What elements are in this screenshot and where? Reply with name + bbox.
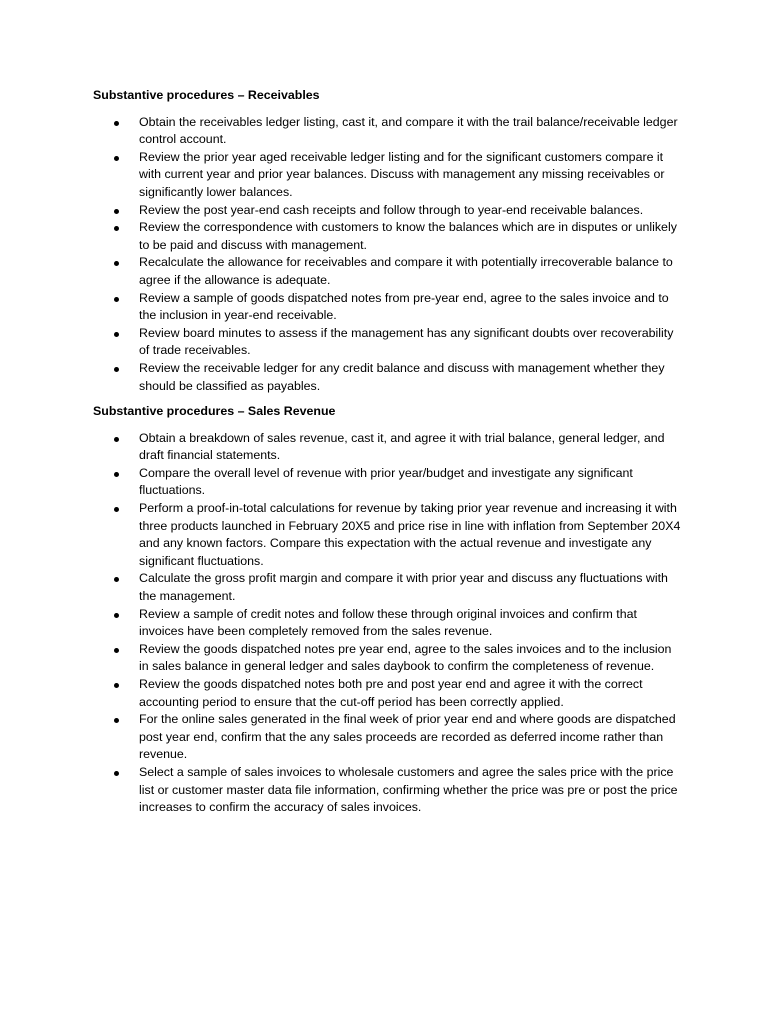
bullet-icon: [114, 367, 119, 372]
bullet-icon: [114, 437, 119, 442]
section-title-sales-revenue: Substantive procedures – Sales Revenue: [93, 404, 336, 419]
bullet-icon: [114, 121, 119, 126]
bullet-list-receivables: [93, 114, 683, 396]
list-item-text: Review the goods dispatched notes pre year end, agree to the sales invoices and to the inclusion in sales balance in general ledger and sales daybook to confirm the completeness of revenue.: [139, 641, 672, 674]
bullet-icon: [114, 507, 119, 512]
list-item-text: Select a sample of sales invoices to wholesale customers and agree the sales price with the price list or customer master data file information, confirming whether the price was pre or post the price increases to confirm the accuracy of sales invoices.: [139, 764, 678, 815]
list-item: [93, 325, 683, 360]
bullet-list-sales-revenue: [93, 430, 683, 817]
list-item: [93, 430, 683, 465]
list-item: [93, 570, 683, 605]
list-item: [93, 149, 683, 202]
bullet-icon: [114, 577, 119, 582]
bullet-icon: [114, 226, 119, 231]
list-item: [93, 764, 683, 817]
section-title-receivables: Substantive procedures – Receivables: [93, 88, 320, 102]
list-item-text: Obtain the receivables ledger listing, cast it, and compare it with the trail balance/receivable ledger control account.: [139, 114, 678, 147]
list-item: [93, 114, 683, 149]
bullet-icon: [114, 771, 119, 776]
list-item-text: Calculate the gross profit margin and compare it with prior year and discuss any fluctuations with the management.: [139, 571, 668, 604]
list-item: [93, 219, 683, 254]
list-item: [93, 500, 683, 570]
list-item-text: For the online sales generated in the final week of prior year end and where goods are dispatched post year end, confirm that the any sales proceeds are recorded as deferred income rather than revenue.: [139, 712, 676, 762]
list-item-text: Recalculate the allowance for receivables and compare it with potentially irrecoverable balance to agree if the allowance is adequate.: [139, 255, 673, 287]
bullet-icon: [114, 613, 119, 618]
list-item: [93, 641, 683, 676]
list-item-text: Perform a proof-in-total calculations for revenue by taking prior year revenue and increasing it with three products launched in February 20X5 and price rise in line with inflation from September 20X4 and any known factors. Compare this expectation with the actual revenue and investigate any significant fluctuations.: [139, 501, 681, 568]
list-item-text: Review a sample of credit notes and follow these through original invoices and confirm that invoices have been completely removed from the sales revenue.: [139, 606, 637, 639]
bullet-icon: [114, 209, 119, 214]
list-item: [93, 254, 683, 289]
list-item-text: Review board minutes to assess if the management has any significant doubts over recoverability of trade receivables.: [139, 325, 674, 358]
document-content: [93, 87, 683, 825]
list-item: [93, 290, 683, 325]
list-item-text: Review the correspondence with customers to know the balances which are in disputes or unlikely to be paid and discuss with management.: [139, 220, 677, 252]
bullet-icon: [114, 683, 119, 688]
list-item: [93, 711, 683, 764]
bullet-icon: [114, 472, 119, 477]
bullet-icon: [114, 156, 119, 161]
bullet-icon: [114, 332, 119, 337]
list-item-text: Review the receivable ledger for any credit balance and discuss with management whether they should be classified as payables.: [139, 360, 665, 393]
list-item: [93, 676, 683, 711]
list-item: [93, 465, 683, 500]
list-item-text: Review the goods dispatched notes both pre and post year end and agree it with the correct accounting period to ensure that the cut-off period has been correctly applied.: [139, 677, 643, 709]
list-item-text: Compare the overall level of revenue with prior year/budget and investigate any significant fluctuations.: [139, 465, 633, 498]
list-item: [93, 606, 683, 641]
bullet-icon: [114, 718, 119, 723]
bullet-icon: [114, 297, 119, 302]
list-item: [93, 360, 683, 395]
list-item-text: Review the prior year aged receivable ledger listing and for the significant customers compare it with current year and prior year balances. Discuss with management any missing receivables or significantly lower balances.: [139, 149, 665, 199]
list-item: [93, 202, 683, 220]
list-item-text: Obtain a breakdown of sales revenue, cast it, and agree it with trial balance, general ledger, and draft financial statements.: [139, 430, 665, 463]
list-item-text: Review the post year-end cash receipts and follow through to year-end receivable balances.: [139, 202, 644, 217]
bullet-icon: [114, 261, 119, 266]
bullet-icon: [114, 648, 119, 653]
list-item-text: Review a sample of goods dispatched notes from pre-year end, agree to the sales invoice and to the inclusion in year-end receivable.: [139, 290, 669, 323]
